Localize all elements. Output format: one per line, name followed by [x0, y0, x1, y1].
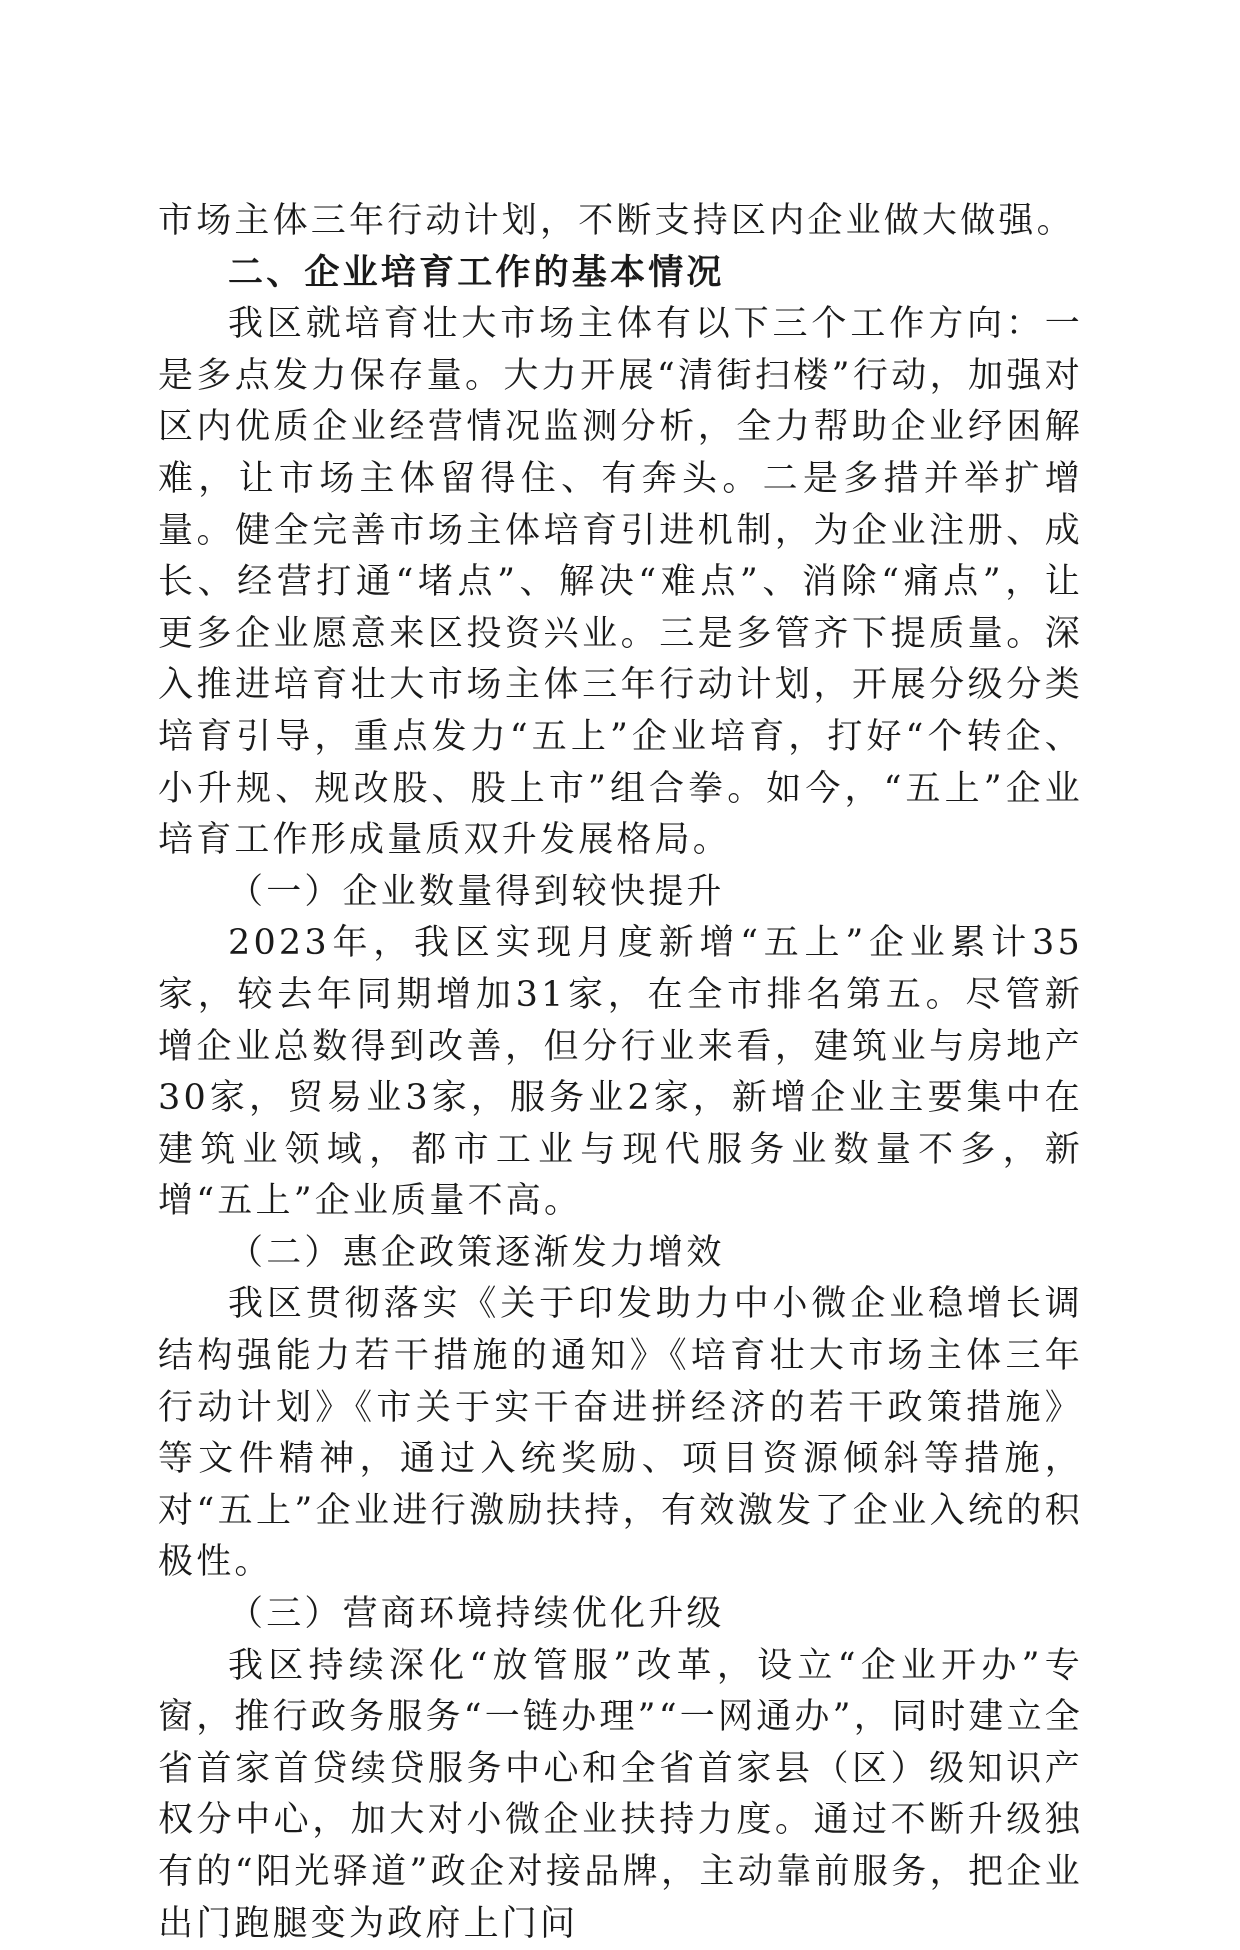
subsection-heading-3: （三）营商环境持续优化升级 — [228, 1594, 725, 1635]
document-body — [158, 196, 1083, 1950]
subsection-heading-1: （一）企业数量得到较快提升 — [228, 871, 725, 912]
paragraph-policies: 我区贯彻落实《关于印发助力中小微企业稳增长调结构强能力若干措施的通知》《培育壮大市场主体三年行动计划》《市关于实干奋进拼经济的若干政策措施》等文件精神，通过入统奖励、项目资源倾斜等措施，对“五上”企业进行激励扶持，有效激发了企业入统的积极性。 — [158, 1284, 1083, 1583]
subsection-heading-2: （二）惠企政策逐渐发力增效 — [228, 1232, 725, 1273]
section-heading: 二、企业培育工作的基本情况 — [228, 252, 725, 293]
paragraph-enterprise-count: 2023年，我区实现月度新增“五上”企业累计35家，较去年同期增加31家，在全市排名第五。尽管新增企业总数得到改善，但分行业来看，建筑业与房地产30家，贸易业3家，服务业2家，新增企业主要集中在建筑业领域，都市工业与现代服务业数量不多，新增“五上”企业质量不高。 — [158, 923, 1083, 1222]
paragraph-business-environment: 我区持续深化“放管服”改革，设立“企业开办”专窗，推行政务服务“一链办理”“一网通办”，同时建立全省首家首贷续贷服务中心和全省首家县（区）级知识产权分中心，加大对小微企业扶持力度。通过不断升级独有的“阳光驿道”政企对接品牌，主动靠前服务，把企业出门跑腿变为政府上门问 — [158, 1645, 1083, 1944]
paragraph-work-directions: 我区就培育壮大市场主体有以下三个工作方向：一是多点发力保存量。大力开展“清街扫楼”行动，加强对区内优质企业经营情况监测分析，全力帮助企业纾困解难，让市场主体留得住、有奔头。二是多措并举扩增量。健全完善市场主体培育引进机制，为企业注册、成长、经营打通“堵点”、解决“难点”、消除“痛点”，让更多企业愿意来区投资兴业。三是多管齐下提质量。深入推进培育壮大市场主体三年行动计划，开展分级分类培育引导，重点发力“五上”企业培育，打好“个转企、小升规、规改股、股上市”组合拳。如今，“五上”企业培育工作形成量质双升发展格局。 — [158, 304, 1083, 861]
paragraph-continuation: 市场主体三年行动计划，不断支持区内企业做大做强。 — [158, 201, 1075, 241]
